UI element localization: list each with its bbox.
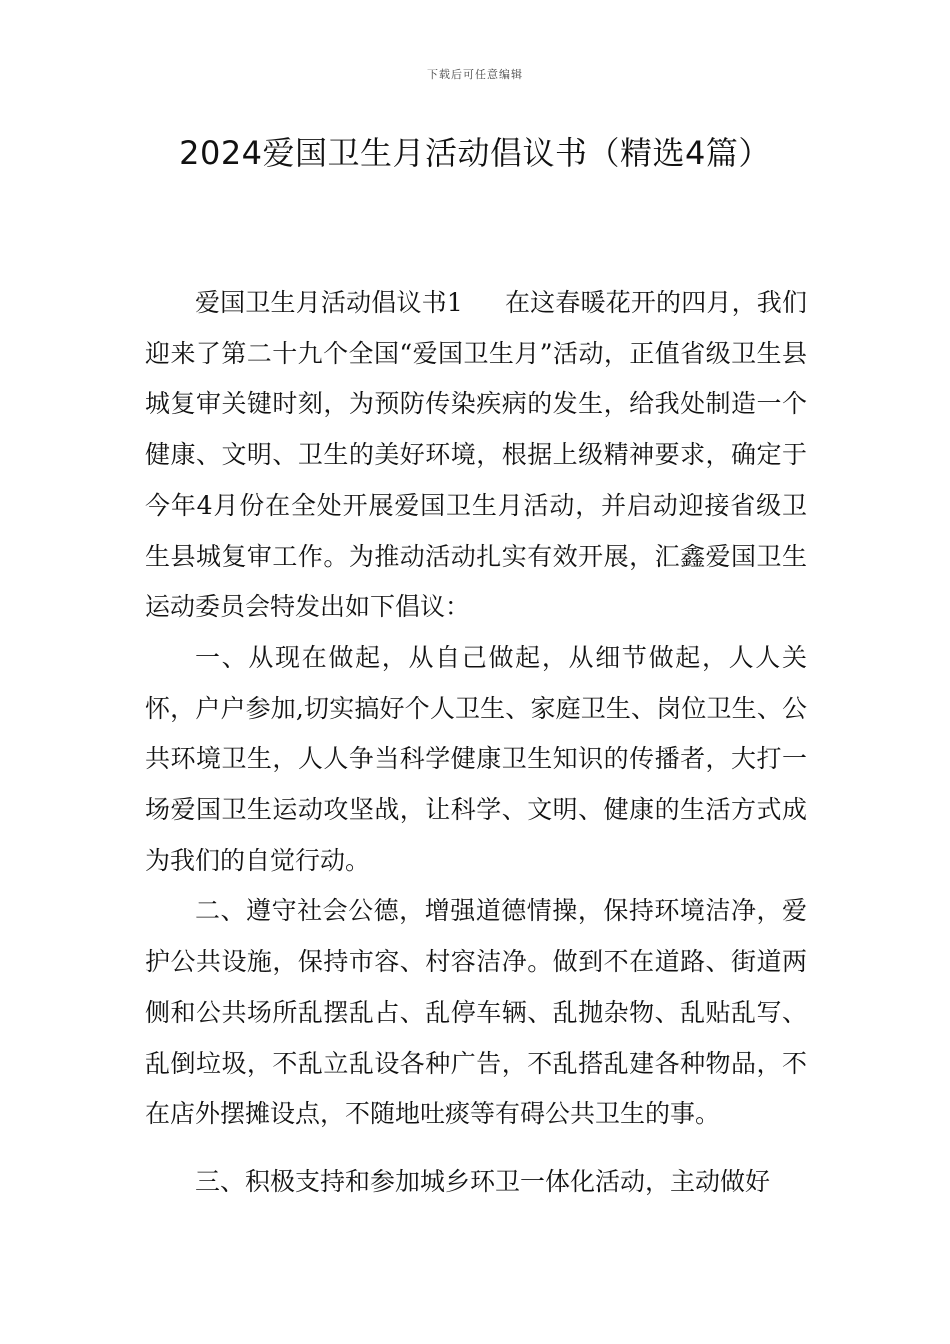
paragraph-4: 三、积极支持和参加城乡环卫一体化活动，主动做好 — [195, 1166, 771, 1196]
document-body — [145, 278, 807, 1208]
section-label: 爱国卫生月活动倡议书1 — [195, 288, 463, 317]
page-header-note: 下载后可任意编辑 — [427, 68, 523, 81]
paragraph-1-text: 在这春暖花开的四月，我们迎来了第二十九个全国“爱国卫生月”活动，正值省级卫生县城复审关键时刻，为预防传染疾病的发生，给我处制造一个健康、文明、卫生的美好环境，根据上级精神要求，确定于今年4月份在全处开展爱国卫生月活动，并启动迎接省级卫生县城复审工作。为推动活动扎实有效开展，汇鑫爱国卫生运动委员会特发出如下倡议： — [145, 288, 807, 622]
paragraph-2: 一、从现在做起，从自己做起，从细节做起，人人关怀，户户参加,切实搞好个人卫生、家庭卫生、岗位卫生、公共环境卫生，人人争当科学健康卫生知识的传播者，大打一场爱国卫生运动攻坚战，让科学、文明、健康的生活方式成为我们的自觉行动。 — [145, 642, 807, 875]
paragraph-3: 二、遵守社会公德，增强道德情操，保持环境洁净，爱护公共设施，保持市容、村容洁净。做到不在道路、街道两侧和公共场所乱摆乱占、乱停车辆、乱抛杂物、乱贴乱写、乱倒垃圾，不乱立乱设各种广告，不乱搭乱建各种物品，不在店外摆摊设点，不随地吐痰等有碍公共卫生的事。 — [145, 896, 807, 1129]
document-title: 2024爱国卫生月活动倡议书（精选4篇） — [179, 134, 771, 172]
paragraph-1 — [145, 278, 807, 633]
